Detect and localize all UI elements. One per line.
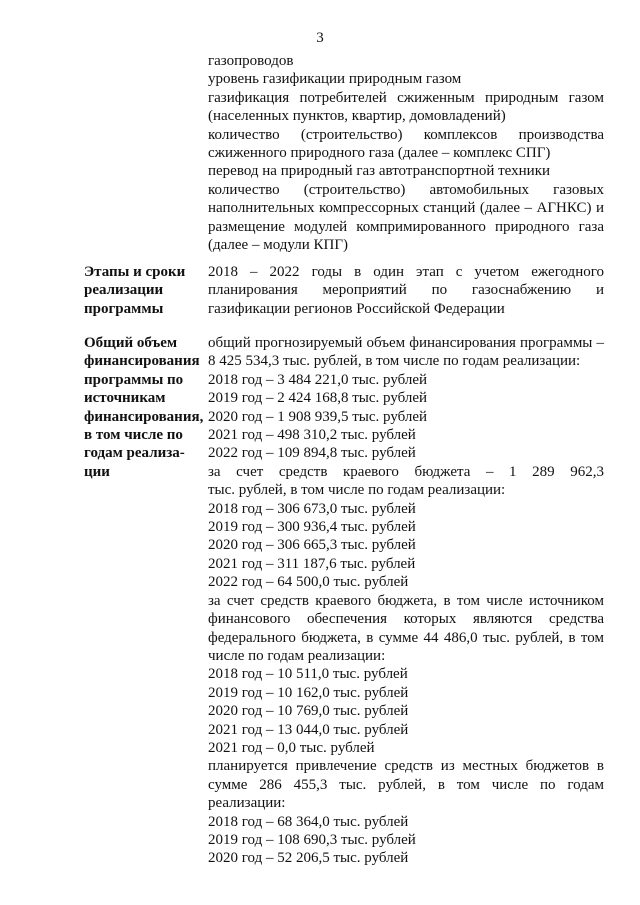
- stages-text: [208, 263, 604, 318]
- label-line: финансирования,: [84, 408, 204, 425]
- text-line: финансового обеспечения которых являются средства: [208, 611, 604, 628]
- year-line: 2021 год – 0,0 тыс. рублей: [208, 739, 375, 756]
- year-line: 2018 год – 3 484 221,0 тыс. рублей: [208, 371, 428, 388]
- funding-text: [208, 334, 604, 868]
- year-line: 2020 год – 306 665,3 тыс. рублей: [208, 537, 416, 554]
- label-line: ции: [84, 463, 110, 480]
- text-line: (населенных пунктов, квартир, домовладений): [208, 108, 506, 125]
- text-line: газопроводов: [208, 53, 294, 69]
- text-line: за счет средств краевого бюджета, в том числе источником: [208, 592, 604, 609]
- stages-label: [84, 263, 202, 318]
- page-number: 3: [316, 30, 324, 46]
- label-line: Этапы и сроки: [84, 264, 186, 280]
- year-line: 2020 год – 1 908 939,5 тыс. рублей: [208, 408, 428, 425]
- text-line: планирования мероприятий по газоснабжению и: [208, 282, 604, 299]
- label-line: финансирования: [84, 353, 200, 370]
- text-line: за счет средств краевого бюджета – 1 289 962,3: [208, 463, 604, 480]
- label-line: программы по: [84, 371, 184, 388]
- text-line: количество (строительство) автомобильных газовых: [208, 181, 604, 198]
- year-line: 2019 год – 300 936,4 тыс. рублей: [208, 519, 416, 536]
- text-line: сжиженного природного газа (далее – комплекс СПГ): [208, 145, 551, 162]
- text-line: уровень газификации природным газом: [208, 71, 462, 88]
- year-line: 2018 год – 306 673,0 тыс. рублей: [208, 500, 416, 517]
- year-line: 2022 год – 64 500,0 тыс. рублей: [208, 574, 409, 591]
- label-line: программы: [84, 300, 164, 317]
- text-line: количество (строительство) комплексов производства: [208, 126, 604, 143]
- text-line: федерального бюджета, в сумме 44 486,0 тыс. рублей, в том: [208, 629, 604, 646]
- text-line: 2018 – 2022 годы в один этап с учетом ежегодного: [208, 264, 604, 280]
- year-line: 2018 год – 68 364,0 тыс. рублей: [208, 813, 409, 830]
- label-line: годам реализа-: [84, 445, 185, 462]
- text-line: наполнительных компрессорных станций (далее – АГНКС) и: [208, 200, 604, 217]
- year-line: 2019 год – 2 424 168,8 тыс. рублей: [208, 390, 428, 407]
- text-line: тыс. рублей, в том числе по годам реализации:: [208, 482, 506, 499]
- text-line: числе по годам реализации:: [208, 647, 386, 664]
- year-line: 2020 год – 52 206,5 тыс. рублей: [208, 850, 409, 867]
- text-line: размещение модулей компримированного природного газа: [208, 218, 604, 235]
- text-line: газификации регионов Российской Федерации: [208, 300, 505, 317]
- year-line: 2020 год – 10 769,0 тыс. рублей: [208, 703, 409, 720]
- text-line: планируется привлечение средств из местных бюджетов в: [208, 758, 604, 775]
- text-line: реализации:: [208, 795, 286, 812]
- text-line: 8 425 534,3 тыс. рублей, в том числе по годам реализации:: [208, 353, 581, 370]
- label-line: Общий объем: [84, 335, 178, 351]
- text-line: общий прогнозируемый объем финансирования программы –: [208, 335, 604, 351]
- funding-label: [84, 334, 202, 481]
- year-line: 2021 год – 498 310,2 тыс. рублей: [208, 427, 416, 444]
- label-line: в том числе по: [84, 427, 183, 444]
- objectives-continuation: [208, 52, 604, 254]
- label-line: реализации: [84, 282, 164, 299]
- year-line: 2019 год – 10 162,0 тыс. рублей: [208, 684, 409, 701]
- text-line: сумме 286 455,3 тыс. рублей, в том числе по годам: [208, 776, 604, 793]
- year-line: 2019 год – 108 690,3 тыс. рублей: [208, 831, 416, 848]
- text-line: (далее – модули КПГ): [208, 237, 349, 254]
- year-line: 2018 год – 10 511,0 тыс. рублей: [208, 666, 408, 683]
- text-line: газификация потребителей сжиженным природным газом: [208, 89, 604, 106]
- year-line: 2022 год – 109 894,8 тыс. рублей: [208, 445, 416, 462]
- year-line: 2021 год – 311 187,6 тыс. рублей: [208, 555, 416, 572]
- label-line: источникам: [84, 390, 166, 407]
- text-line: перевод на природный газ автотранспортной техники: [208, 163, 551, 180]
- year-line: 2021 год – 13 044,0 тыс. рублей: [208, 721, 409, 738]
